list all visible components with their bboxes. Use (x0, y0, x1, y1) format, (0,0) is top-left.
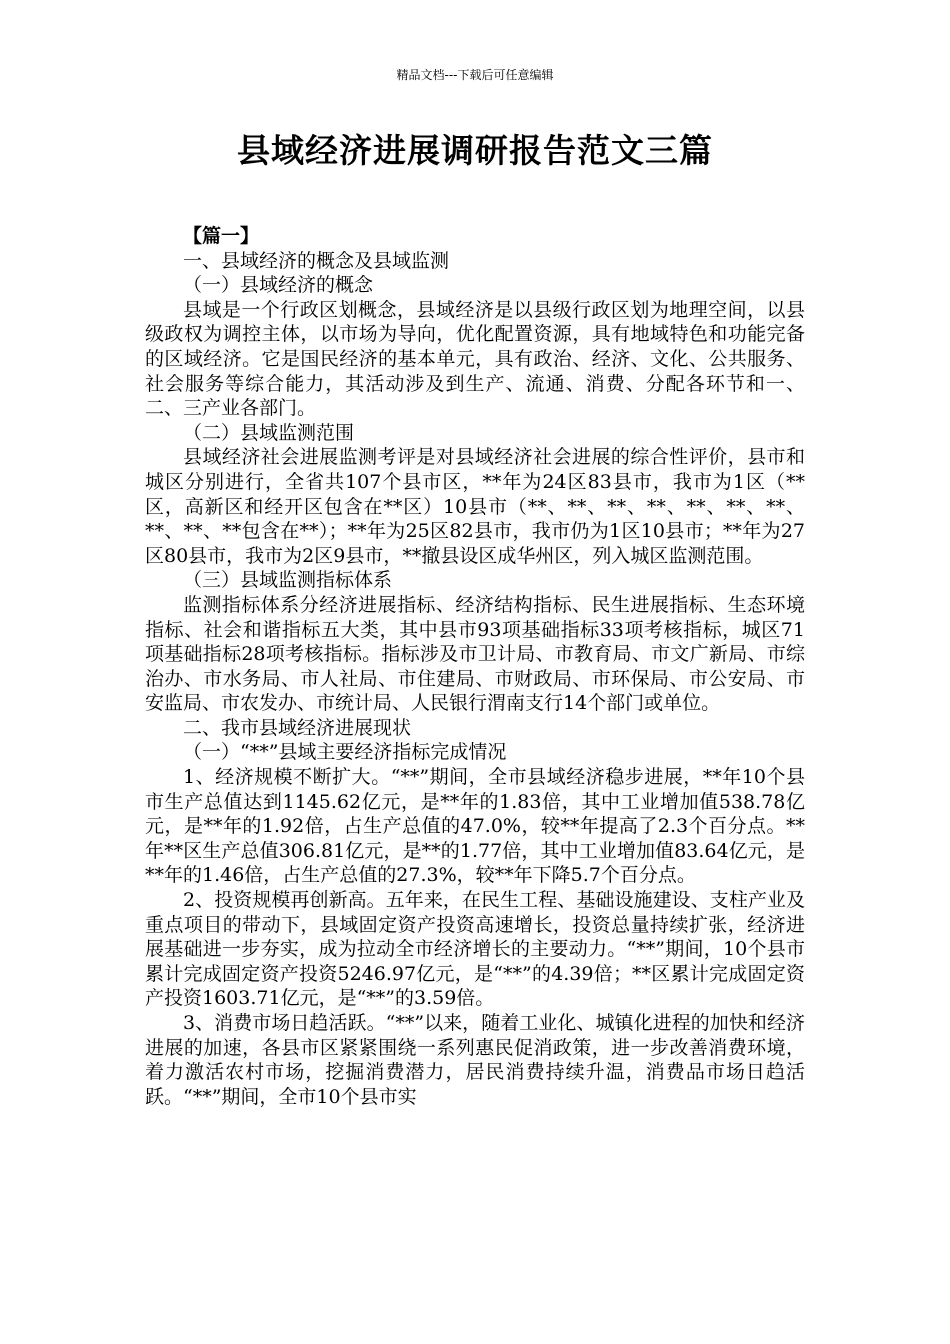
subsection-heading: （三）县域监测指标体系 (183, 569, 393, 592)
body-paragraph: 1、经济规模不断扩大。“**”期间，全市县域经济稳步进展，**年10个县市生产总值达到1145.62亿元，是**年的1.83倍，其中工业增加值538.78亿元，是**年的1.92倍，占生产总值的47.0%，较**年提高了2.3个百分点。**年**区生产总值306.81亿元，是**的1.77倍，其中工业增加值83.64亿元，是**年的1.46倍，占生产总值的27.3%，较**年下降5.7个百分点。 (145, 766, 805, 887)
section-tag: 【篇一】 (183, 225, 260, 247)
document-body (145, 224, 805, 1109)
body-paragraph: 县域是一个行政区划概念，县域经济是以县级行政区划为地理空间，以县级政权为调控主体，以市场为导向，优化配置资源，具有地域特色和功能完备的区域经济。它是国民经济的基本单元，具有政治、经济、文化、公共服务、社会服务等综合能力，其活动涉及到生产、流通、消费、分配各环节和一、二、三产业各部门。 (145, 298, 805, 420)
subsection-heading: （二）县域监测范围 (183, 421, 355, 444)
body-paragraph: 3、消费市场日趋活跃。“**”以来，随着工业化、城镇化进程的加快和经济进展的加速，各县市区紧紧围绕一系列惠民促消政策，进一步改善消费环境，着力激活农村市场，挖掘消费潜力，居民消费持续升温，消费品市场日趋活跃。“**”期间，全市10个县市实 (145, 1012, 805, 1108)
subsection-heading: （一）县域经济的概念 (183, 274, 374, 297)
body-paragraph: 2、投资规模再创新高。五年来，在民生工程、基础设施建设、支柱产业及重点项目的带动下，县域固定资产投资高速增长，投资总量持续扩张，经济进展基础进一步夯实，成为拉动全市经济增长的主要动力。“**”期间，10个县市累计完成固定资产投资5246.97亿元，是“**”的4.39倍；**区累计完成固定资产投资1603.71亿元，是“**”的3.59倍。 (145, 889, 805, 1010)
body-paragraph: 监测指标体系分经济进展指标、经济结构指标、民生进展指标、生态环境指标、社会和谐指标五大类，其中县市93项基础指标33项考核指标，城区71项基础指标28项考核指标。指标涉及市卫计局、市教育局、市文广新局、市综治办、市水务局、市人社局、市住建局、市财政局、市环保局、市公安局、市安监局、市农发办、市统计局、人民银行渭南支行14个部门或单位。 (145, 593, 805, 715)
section-heading: 一、县域经济的概念及县域监测 (183, 249, 450, 272)
body-paragraph: 县域经济社会进展监测考评是对县域经济社会进展的综合性评价，县市和城区分别进行，全省共107个县市区，**年为24区83县市，我市为1区（**区，高新区和经开区包含在**区）10县市（**、**、**、**、**、**、**、**、**、**包含在**）；**年为25区82县市，我市仍为1区10县市；**年为27区80县市，我市为2区9县市，**撤县设区成华州区，列入城区监测范围。 (145, 446, 805, 567)
subsection-heading: （一）“**”县域主要经济指标完成情况 (183, 741, 507, 764)
section-heading: 二、我市县域经济进展现状 (183, 716, 412, 739)
document-title: 县域经济进展调研报告范文三篇 (237, 131, 713, 170)
page-header-note: 精品文档---下载后可任意编辑 (396, 68, 554, 82)
